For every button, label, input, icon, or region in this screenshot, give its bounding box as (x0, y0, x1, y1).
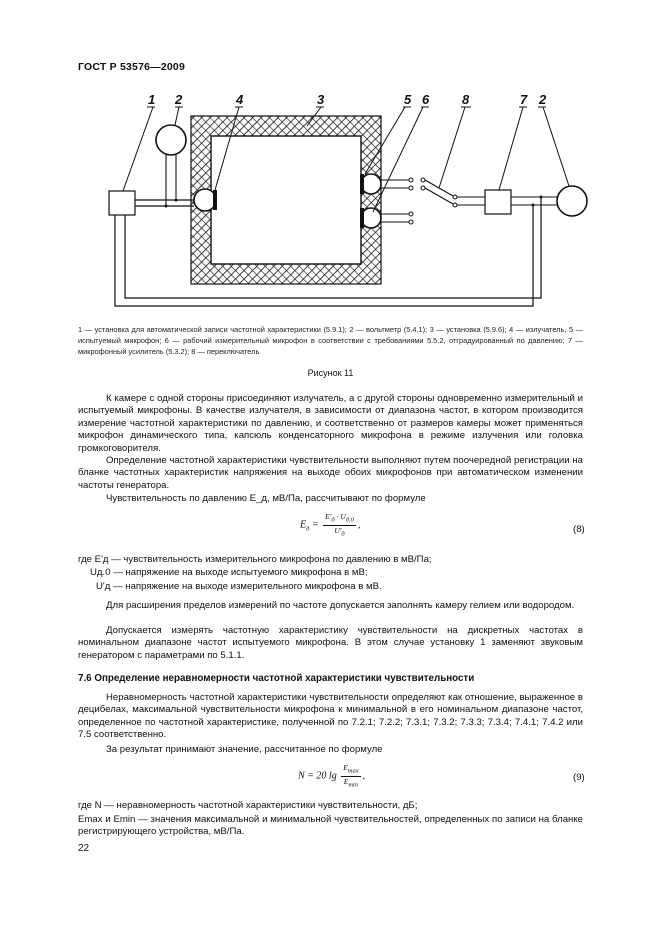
recorder-unit-1 (109, 191, 135, 215)
where-8-line-1: где E'д — чувствительность измерительного микрофона по давлению в мВ/Па; (78, 554, 432, 565)
equation-number-9: (9) (573, 772, 585, 783)
figure-caption: 1 — установка для автоматической записи частотной характеристики (5.9.1); 2 — вольтметр (5.4.1); 3 — установка (5.9.6); 4 — излучатель, 5 — испытуемый микрофон; 6 — рабочий измерительный микрофон в соответствии с требованиями 5.5.2, отградуированный по давлению; 7 — микрофонный усилитель (5.3.2); 8 — переключатель (78, 325, 583, 356)
figure-title: Рисунок 11 (307, 368, 354, 378)
callout-2-left: 2 (175, 92, 183, 107)
paragraph-6: Неравномерность частотной характеристики чувствительности определяют как отношение, выраженное в децибелах, максимальной чувствительности микрофона к минимальной в его номинальном диапазоне частот, определенное по частотной характеристике, полученной по 7.2.1; 7.2.2; 7.3.1; 7.3.2; 7.3.3; 7.3.4; 7.4.1; 7.4.2 или 7.5 соответственно. (78, 692, 583, 741)
paragraph-1: К камере с одной стороны присоединяют излучатель, а с другой стороны одновременно измерительный и испытуемый микрофоны. В качестве излучателя, в зависимости от диапазона частот, в котором производится измерение частотной характеристики по давлению, и соответственно от размеров камеры может применяться микрофон динамического типа, капсюль конденсаторного микрофона в режиме излучения или головка громкоговорителя. (78, 393, 583, 454)
callout-6: 6 (422, 92, 430, 107)
callout-2-right: 2 (539, 92, 547, 107)
switch-8 (421, 178, 457, 207)
formula-9: N = 20 lg $\frac{E_{max}}{E_{min}}$ , (298, 763, 366, 788)
document-code: ГОСТ Р 53576—2009 (78, 61, 186, 73)
callout-5: 5 (404, 92, 412, 107)
chamber-3 (191, 116, 381, 284)
formula-8: $E_д$ = $\frac{E'_д \cdot U_{д.0}}{U'_д}$ , (300, 512, 361, 537)
callout-7: 7 (520, 92, 528, 107)
paragraph-7: За результат принимают значение, рассчитанное по формуле (106, 744, 383, 755)
setup-diagram (95, 88, 595, 318)
amplifier-7 (485, 190, 511, 214)
where-9-line-1: где N — неравномерность частотной характеристики чувствительности, дБ; (78, 800, 418, 811)
section-title-7-6: 7.6 Определение неравномерности частотной характеристики чувствительности (78, 673, 475, 684)
page-number: 22 (78, 843, 90, 854)
paragraph-5: Допускается измерять частотную характеристику чувствительности на дискретных частотах в номинальном диапазоне частот испытуемого микрофона. В этом случае установку 1 заменяют звуковым генератором с параметрами по 5.1.1. (78, 625, 583, 661)
callout-4: 4 (236, 92, 244, 107)
emitter-4 (194, 189, 216, 211)
paragraph-4: Для расширения пределов измерений по частоте допускается заполнять камеру гелием или водородом. (106, 600, 575, 611)
voltmeter-2-left (156, 125, 186, 155)
voltmeter-2-right (557, 186, 587, 216)
callout-8: 8 (462, 92, 470, 107)
where-8-line-3: U'д — напряжение на выходе измерительного микрофона в мВ. (96, 581, 382, 592)
callout-3: 3 (317, 92, 325, 107)
equation-number-8: (8) (573, 524, 585, 535)
where-8-line-2: Uд.0 — напряжение на выходе испытуемого микрофона в мВ; (90, 567, 368, 578)
paragraph-3: Чувствительность по давлению E_д, мВ/Па, рассчитывают по формуле (106, 493, 426, 504)
where-9-line-2: Emax и Emin — значения максимальной и минимальной чувствительностей, определенных по записи на бланке регистрирующего устройства, мВ/Па. (78, 814, 583, 838)
callout-1: 1 (148, 92, 156, 107)
paragraph-2: Определение частотной характеристики чувствительности выполняют путем поочередной регистрации на бланке частотных характеристик напряжения на выходе обоих микрофонов при автоматическом изменении частоты генератора. (78, 455, 583, 491)
